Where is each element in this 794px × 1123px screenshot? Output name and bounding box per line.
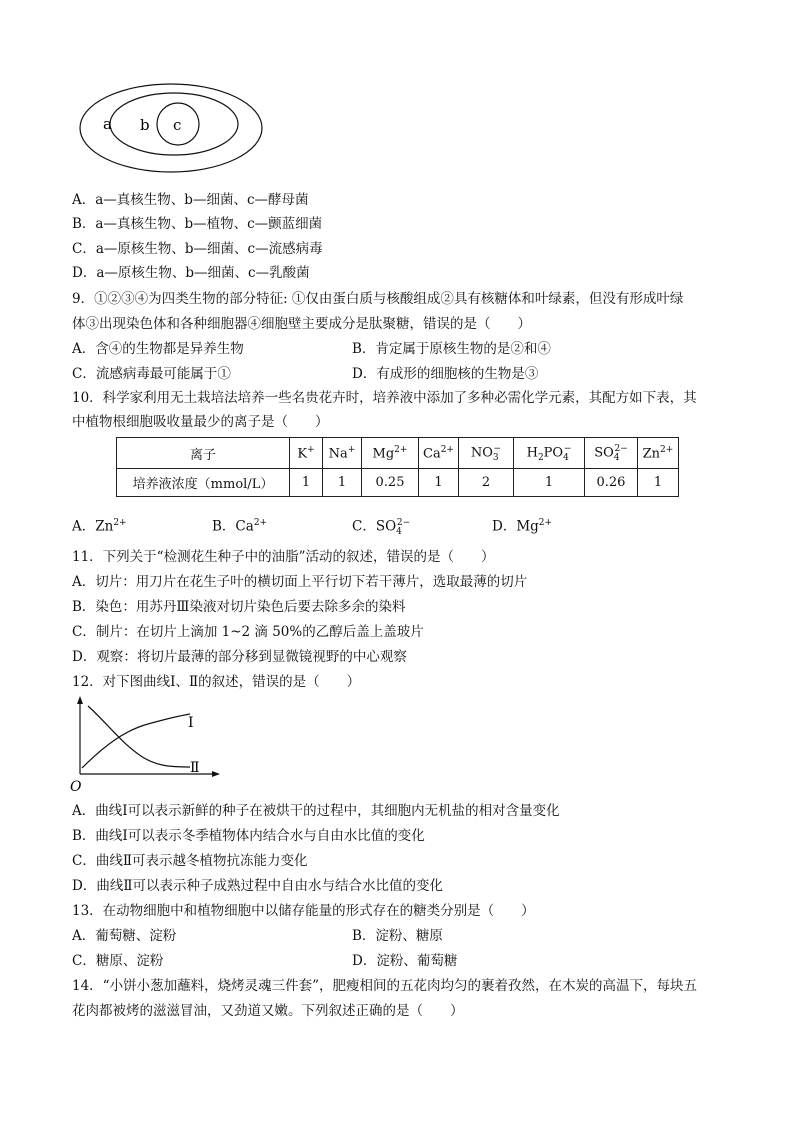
q9-option-d: D．有成形的细胞核的生物是③ [352,366,539,382]
q14-stem-line2: 花肉都被烤的滋滋冒油，又劲道又嫩。下列叙述正确的是（ ） [72,1003,464,1019]
q8-option-b: B．a—真核生物、b—植物、c—颤蓝细菌 [72,216,323,232]
conc-k: 1 [290,469,323,497]
q8-option-d: D．a—原核生物、b—细菌、c—乳酸菌 [72,265,310,281]
q13-option-d: D．淀粉、葡萄糖 [352,953,458,969]
curve-1 [82,714,190,768]
ion-ca: $Ca^{2+}$ [419,438,459,469]
ion-h2po4: $H_2PO_4^-$ [513,438,584,469]
q9-option-a: A．含④的生物都是异养生物 [72,341,244,357]
q14-stem-line1: 14．“小饼小葱加蘸料，烧烤灵魂三件套”，肥瘦相间的五花肉均匀的裹着孜然，在木炭的高温下，每块五 [72,978,697,994]
curve-2 [88,706,190,767]
curve-graph [66,694,226,794]
conc-na: 1 [323,469,362,497]
y-axis-arrow [77,696,83,704]
q12-stem: 12．对下图曲线Ⅰ、Ⅱ的叙述，错误的是（ ） [72,674,361,690]
q9-option-b: B．肯定属于原核生物的是②和④ [352,341,551,357]
q8-option-a: A．a—真核生物、b—细菌、c—酵母菌 [72,192,309,208]
q11-option-c: C．制片：在切片上滴加 1~2 滴 50%的乙醇后盖上盖玻片 [72,624,424,640]
ion-zn: $Zn^{2+}$ [637,438,678,469]
conc-h2po4: 1 [513,469,584,497]
origin-label: O [70,779,82,794]
q13-option-a: A．葡萄糖、淀粉 [72,928,177,944]
conc-so4: 0.26 [584,469,637,497]
q8-option-c: C．a—原核生物、b—细菌、c—流感病毒 [72,241,323,257]
ion-na: Na+ [323,438,362,469]
q11-stem: 11．下列关于“检测花生种子中的油脂”活动的叙述，错误的是（ ） [72,549,495,565]
q11-option-b: B．染色：用苏丹Ⅲ染液对切片染色后要去除多余的染料 [72,599,406,615]
venn-label-c: c [173,116,182,134]
q13-option-c: C．糖原、淀粉 [72,953,164,969]
conc-zn: 1 [637,469,678,497]
table-header-concentration: 培养液浓度（mmol/L） [117,469,290,497]
q10-stem-line2: 中植物根细胞吸收量最少的离子是（ ） [72,414,329,430]
x-axis-arrow [212,771,220,777]
venn-label-b: b [140,116,150,134]
ion-mg: $Mg^{2+}$ [362,438,419,469]
ion-concentration-table [116,437,679,497]
q10-option-b: B．$Ca^{2+}$ [212,518,268,535]
q12-option-a: A．曲线Ⅰ可以表示新鲜的种子在被烘干的过程中，其细胞内无机盐的相对含量变化 [72,803,560,819]
venn-label-a: a [103,115,112,133]
q9-stem-line1: 9．①②③④为四类生物的部分特征: ①仅由蛋白质与核酸组成②具有核糖体和叶绿素，但没有形成叶绿 [72,291,684,307]
curve-1-label: Ⅰ [188,715,194,731]
q12-option-b: B．曲线Ⅰ可以表示冬季植物体内结合水与自由水比值的变化 [72,828,425,844]
curve-2-label: Ⅱ [190,760,200,776]
q12-option-c: C．曲线Ⅱ可表示越冬植物抗冻能力变化 [72,853,308,869]
q12-option-d: D．曲线Ⅱ可以表示种子成熟过程中自由水与结合水比值的变化 [72,878,443,894]
table-header-ion: 离子 [117,438,290,469]
q13-stem: 13．在动物细胞中和植物细胞中以储存能量的形式存在的糖类分别是（ ） [72,903,535,919]
q10-option-c: C．$SO_4^{2-}$ [352,518,411,538]
q10-option-a: A．$Zn^{2+}$ [72,518,127,535]
venn-diagram [78,82,264,174]
ion-no3: $NO_3^-$ [458,438,513,469]
q13-option-b: B．淀粉、糖原 [352,928,443,944]
q10-option-d: D．$Mg^{2+}$ [492,518,553,535]
ion-so4: $SO_4^{2-}$ [584,438,637,469]
q10-stem-line1: 10．科学家利用无土栽培法培养一些名贵花卉时，培养液中添加了多种必需化学元素，其配方如下表，其 [72,390,697,406]
conc-ca: 1 [419,469,459,497]
q11-option-a: A．切片：用刀片在花生子叶的横切面上平行切下若干薄片，选取最薄的切片 [72,574,528,590]
q9-option-c: C．流感病毒最可能属于① [72,366,231,382]
conc-mg: 0.25 [362,469,419,497]
q11-option-d: D．观察：将切片最薄的部分移到显微镜视野的中心观察 [72,649,407,665]
ion-k: K+ [290,438,323,469]
q9-stem-line2: 体③出现染色体和各种细胞器④细胞壁主要成分是肽聚糖，错误的是（ ） [72,316,531,332]
conc-no3: 2 [458,469,513,497]
